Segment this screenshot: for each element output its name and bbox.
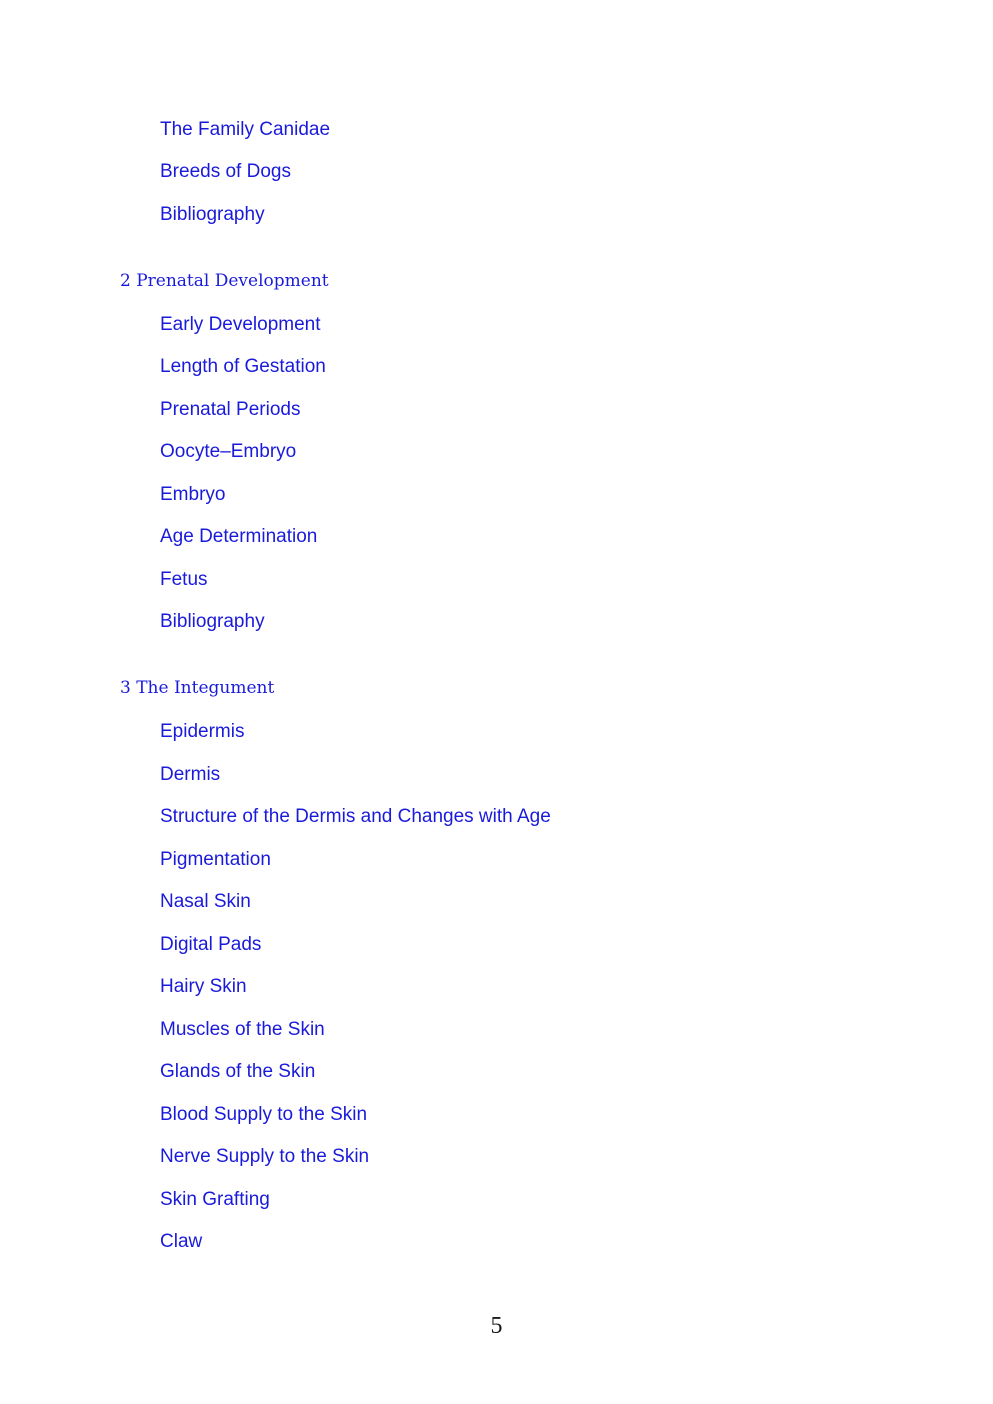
toc-entry-breeds-of-dogs[interactable]: Breeds of Dogs: [160, 161, 291, 182]
toc-entry-nerve-supply[interactable]: Nerve Supply to the Skin: [160, 1146, 370, 1167]
toc-entry-glands-of-skin[interactable]: Glands of the Skin: [160, 1061, 316, 1082]
chapter-heading-integument[interactable]: 3 The Integument: [120, 678, 275, 698]
toc-entry-skin-grafting[interactable]: Skin Grafting: [160, 1189, 270, 1210]
toc-entry-dermis[interactable]: Dermis: [160, 764, 221, 785]
toc-entry-prenatal-periods[interactable]: Prenatal Periods: [160, 399, 301, 420]
toc-entry-epidermis[interactable]: Epidermis: [160, 721, 245, 742]
toc-entry-bibliography-ch1[interactable]: Bibliography: [160, 204, 265, 225]
toc-entry-embryo[interactable]: Embryo: [160, 484, 226, 505]
toc-entry-pigmentation[interactable]: Pigmentation: [160, 849, 271, 870]
toc-entry-age-determination[interactable]: Age Determination: [160, 526, 318, 547]
toc-entry-family-canidae[interactable]: The Family Canidae: [160, 119, 331, 140]
toc-entry-hairy-skin[interactable]: Hairy Skin: [160, 976, 247, 997]
toc-entry-claw[interactable]: Claw: [160, 1231, 203, 1252]
toc-entry-muscles-of-skin[interactable]: Muscles of the Skin: [160, 1019, 325, 1040]
toc-entry-nasal-skin[interactable]: Nasal Skin: [160, 891, 251, 912]
toc-entry-structure-of-dermis[interactable]: Structure of the Dermis and Changes with Age: [160, 806, 551, 827]
toc-entry-digital-pads[interactable]: Digital Pads: [160, 934, 262, 955]
toc-entry-fetus[interactable]: Fetus: [160, 569, 208, 590]
toc-entry-bibliography-ch2[interactable]: Bibliography: [160, 611, 265, 632]
toc-entry-oocyte-embryo[interactable]: Oocyte–Embryo: [160, 441, 297, 462]
page-number: 5: [490, 1313, 503, 1339]
toc-entry-blood-supply[interactable]: Blood Supply to the Skin: [160, 1104, 368, 1125]
toc-entry-length-of-gestation[interactable]: Length of Gestation: [160, 356, 326, 377]
chapter-heading-prenatal-development[interactable]: 2 Prenatal Development: [120, 271, 329, 291]
toc-entry-early-development[interactable]: Early Development: [160, 314, 321, 335]
